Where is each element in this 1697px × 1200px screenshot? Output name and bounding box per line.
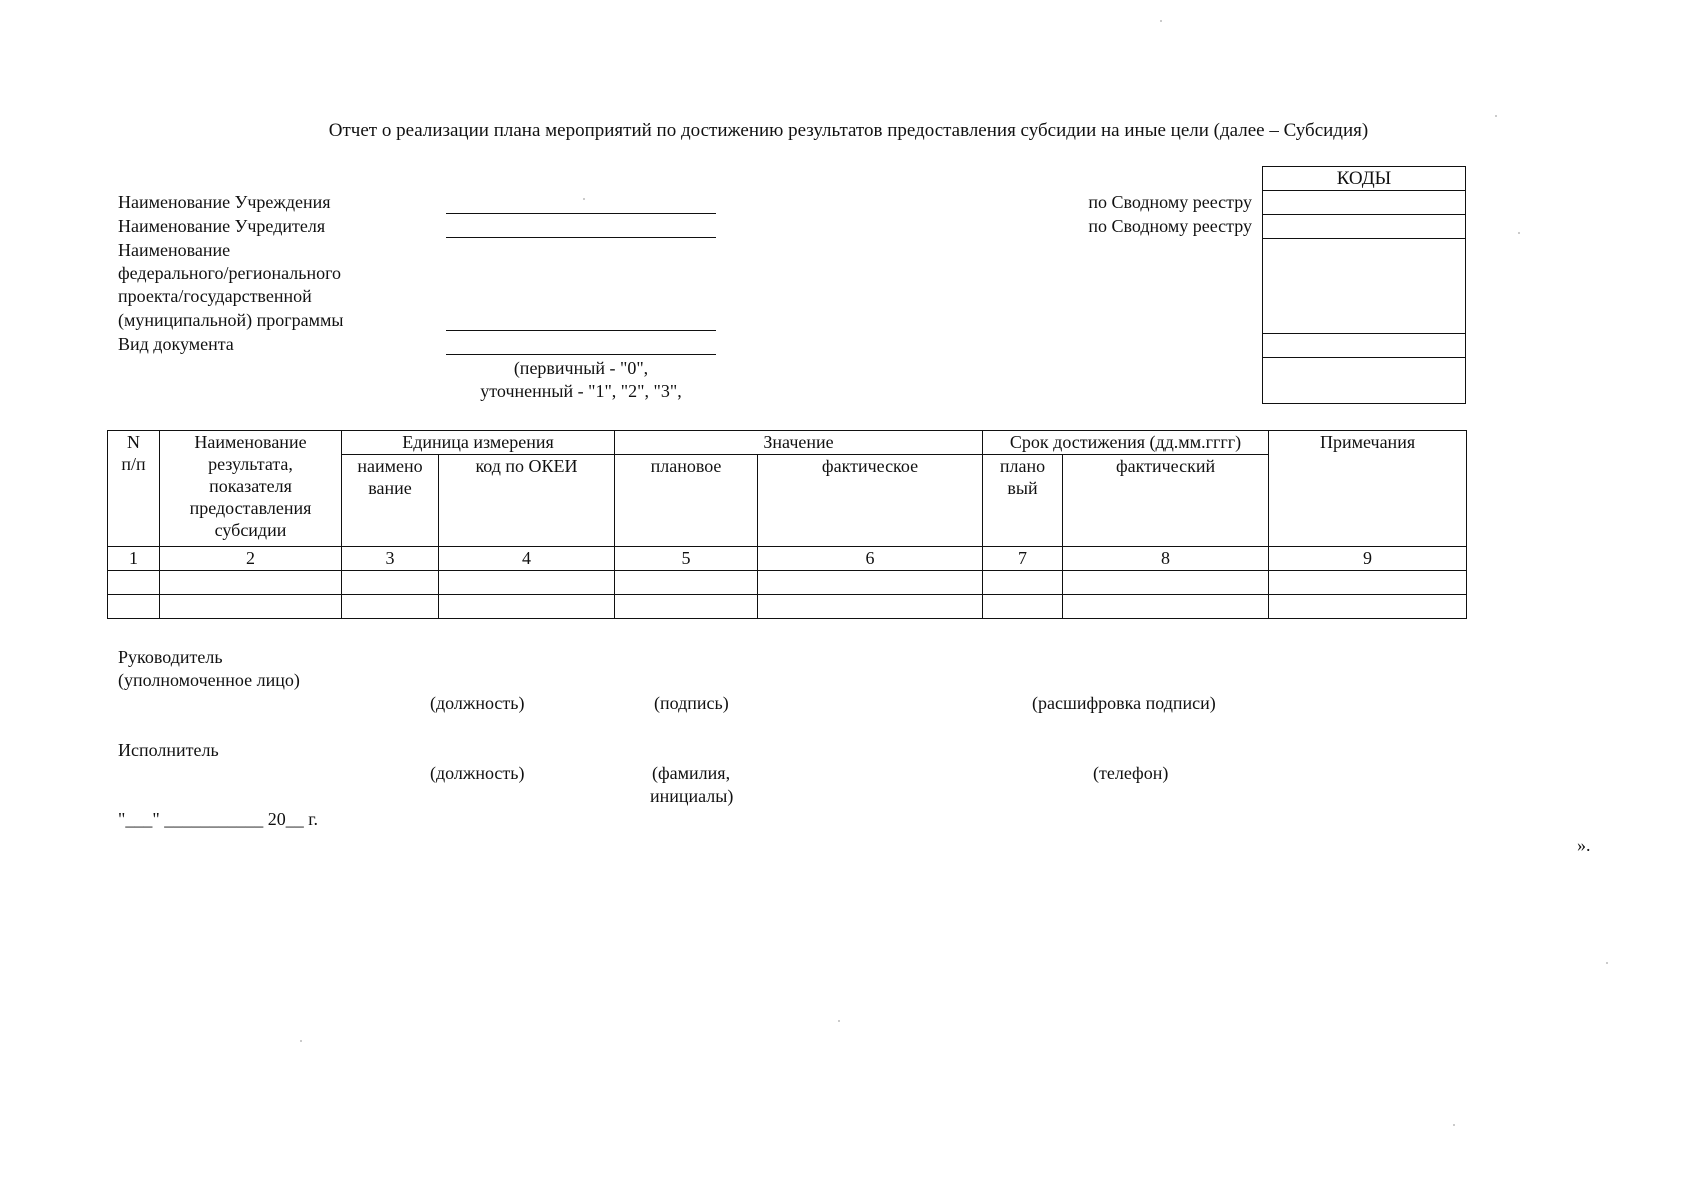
institution-field	[446, 213, 716, 214]
column-number: 8	[1063, 547, 1269, 571]
founder-field	[446, 237, 716, 238]
codes-divider	[1263, 333, 1465, 334]
value-fact-header: фактическое	[758, 455, 983, 547]
institution-label: Наименование Учреждения	[118, 192, 331, 212]
head-label-line-1: Руководитель	[118, 647, 223, 667]
project-label-line-4: (муниципальной) программы	[118, 310, 344, 330]
project-label-line-2: федерального/регионального	[118, 263, 342, 283]
date-line: "___" ___________ 20__ г.	[118, 809, 319, 829]
project-field	[446, 330, 716, 331]
table-row	[108, 595, 1467, 619]
column-number: 4	[439, 547, 615, 571]
col-number-header: N п/п	[108, 431, 160, 547]
founder-label: Наименование Учредителя	[118, 216, 326, 236]
column-number: 1	[108, 547, 160, 571]
value-plan-header: плановое	[615, 455, 758, 547]
project-label-line-3: проекта/государственной	[118, 286, 312, 306]
column-number-row	[108, 547, 1467, 571]
column-number: 9	[1269, 547, 1467, 571]
codes-title: КОДЫ	[1263, 167, 1465, 191]
unit-okei-header: код по ОКЕИ	[439, 455, 615, 547]
results-table	[107, 430, 1467, 619]
col-result-name-header: Наименование результата, показателя предоставления субсидии	[160, 431, 342, 547]
term-group-header: Срок достижения (дд.мм.гггг)	[983, 431, 1269, 455]
doc-type-hint-2: уточненный - "1", "2", "3",	[480, 381, 682, 401]
doc-type-hint-1: (первичный - "0",	[513, 358, 649, 378]
column-number: 5	[615, 547, 758, 571]
registry-label-1: по Сводному реестру	[1088, 192, 1252, 212]
head-decoding-caption: (расшифровка подписи)	[1032, 693, 1216, 713]
unit-name-header: наимено вание	[342, 455, 439, 547]
doc-type-label: Вид документа	[118, 334, 234, 354]
doc-type-field	[446, 354, 716, 355]
exec-position-caption: (должность)	[430, 763, 525, 783]
exec-name-caption-1: (фамилия,	[652, 763, 731, 783]
codes-box	[1262, 166, 1466, 404]
exec-name-caption-2: инициалы)	[650, 786, 734, 806]
codes-divider	[1263, 238, 1465, 239]
term-fact-header: фактический	[1063, 455, 1269, 547]
column-number: 3	[342, 547, 439, 571]
column-number: 2	[160, 547, 342, 571]
table-row	[108, 571, 1467, 595]
closing-mark: ».	[1577, 835, 1591, 855]
unit-group-header: Единица измерения	[342, 431, 615, 455]
registry-label-2: по Сводному реестру	[1088, 216, 1252, 236]
head-signature-caption: (подпись)	[654, 693, 729, 713]
column-number: 6	[758, 547, 983, 571]
codes-divider	[1263, 357, 1465, 358]
value-group-header: Значение	[615, 431, 983, 455]
head-position-caption: (должность)	[430, 693, 525, 713]
project-label-line-1: Наименование	[118, 240, 231, 260]
term-plan-header: плано вый	[983, 455, 1063, 547]
document-title: Отчет о реализации плана мероприятий по достижению результатов предоставления субсидии на иные цели (далее – Субсидия)	[328, 120, 1369, 141]
codes-divider	[1263, 214, 1465, 215]
column-number: 7	[983, 547, 1063, 571]
head-label-line-2: (уполномоченное лицо)	[118, 670, 300, 690]
notes-header: Примечания	[1269, 431, 1467, 547]
exec-phone-caption: (телефон)	[1093, 763, 1169, 783]
executor-label: Исполнитель	[118, 740, 219, 760]
